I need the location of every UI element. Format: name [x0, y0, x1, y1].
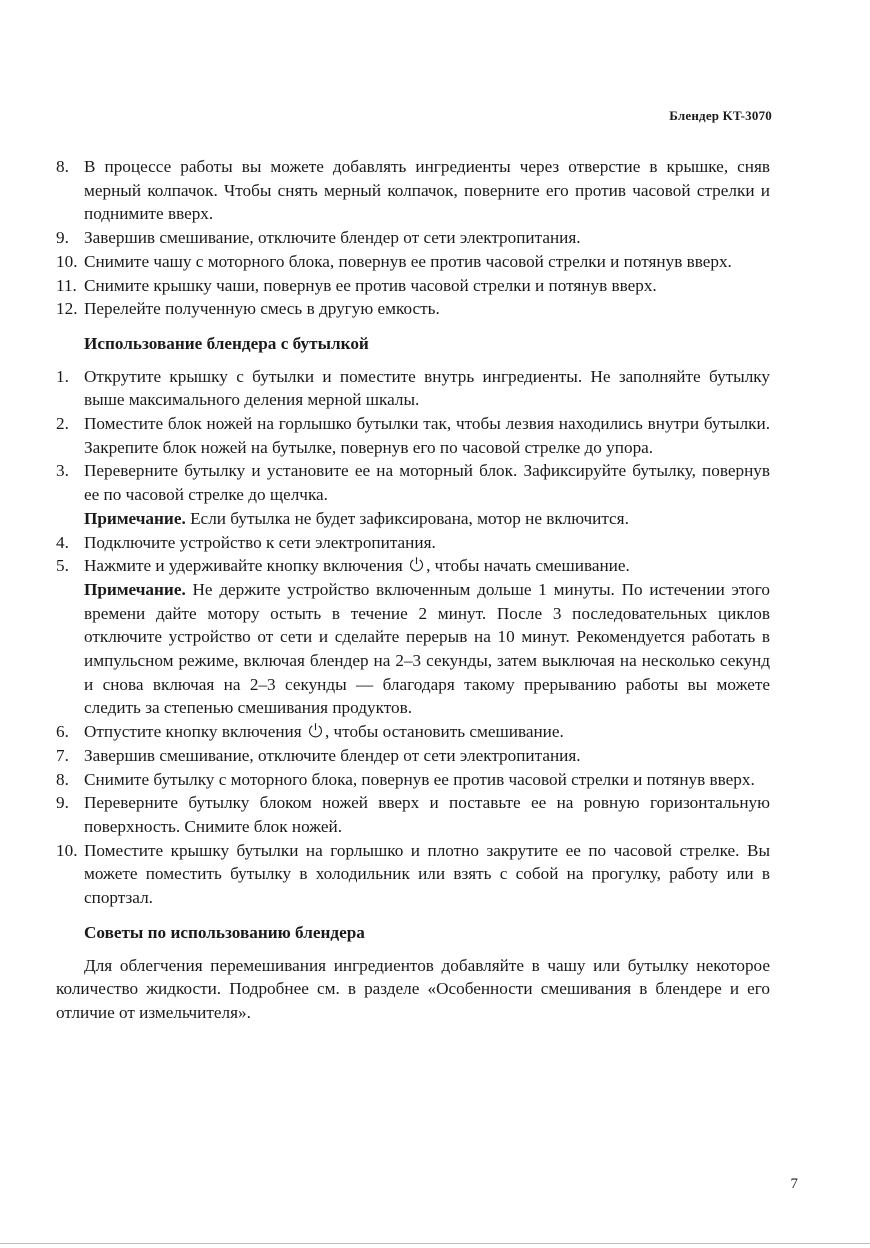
- list-item-text-tail: , чтобы остановить смешивание.: [324, 722, 564, 742]
- page-number: 7: [790, 1176, 798, 1192]
- section-heading-tips: Советы по использованию блендера: [84, 922, 365, 942]
- list-item: [56, 250, 770, 274]
- list-item-number: 2.: [56, 414, 69, 434]
- list-item-number: 11.: [56, 275, 77, 295]
- steps-list-bottle: [56, 365, 770, 910]
- power-icon: [408, 556, 425, 573]
- list-item-text: Поместите блок ножей на горлышко бутылки так, чтобы лезвия находились внутри бутылки. Закрепите блок ножей на бутылке, повернув его по часовой стрелке до упора.: [84, 414, 770, 457]
- page-content: [56, 155, 770, 1025]
- running-header: Блендер KT-3070: [669, 108, 772, 123]
- list-item: [56, 226, 770, 250]
- list-item-number: 4.: [56, 532, 69, 552]
- list-item-number: 7.: [56, 745, 69, 765]
- list-item: [56, 744, 770, 768]
- list-item-number: 8.: [56, 157, 69, 176]
- list-item: [56, 791, 770, 838]
- list-item-number: 6.: [56, 722, 69, 742]
- list-item-text: Снимите чашу с моторного блока, повернув ее против часовой стрелки и потянув вверх.: [84, 251, 732, 271]
- list-item-text: Подключите устройство к сети электропитания.: [84, 532, 436, 552]
- list-item: [56, 531, 770, 555]
- power-icon: [307, 722, 324, 739]
- note-label: Примечание.: [84, 579, 186, 599]
- tips-paragraph: Для облегчения перемешивания ингредиентов добавляйте в чашу или бутылку некоторое количество жидкости. Подробнее см. в разделе «Особенности смешивания в блендере и его отличие от измельчителя».: [56, 955, 770, 1022]
- list-item-number: 9.: [56, 793, 69, 813]
- page-bottom-rule: [0, 1243, 870, 1244]
- list-item-text: Снимите бутылку с моторного блока, повернув ее против часовой стрелки и потянув вверх.: [84, 769, 755, 789]
- list-item: [56, 274, 770, 298]
- list-item: [56, 155, 770, 226]
- list-item-text: Завершив смешивание, отключите блендер от сети электропитания.: [84, 228, 581, 248]
- list-item-number: 5.: [56, 556, 69, 576]
- list-item-text: Отпустите кнопку включения: [84, 722, 306, 742]
- list-item: [56, 297, 770, 321]
- list-item-number: 9.: [56, 228, 69, 248]
- list-item-text: Снимите крышку чаши, повернув ее против часовой стрелки и потянув вверх.: [84, 275, 657, 295]
- note-text: Если бутылка не будет зафиксирована, мотор не включится.: [185, 508, 629, 528]
- section-heading-bottle: Использование блендера с бутылкой: [84, 333, 369, 353]
- list-item-text: В процессе работы вы можете добавлять ингредиенты через отверстие в крышке, сняв мерный колпачок. Чтобы снять мерный колпачок, поверните его против часовой стрелки и поднимите вверх.: [84, 157, 770, 224]
- list-item-number: 12.: [56, 299, 78, 319]
- list-item: [56, 720, 770, 744]
- list-item-text-tail: , чтобы начать смешивание.: [426, 556, 630, 576]
- list-item-number: 3.: [56, 461, 69, 481]
- list-item-text: Переверните бутылку и установите ее на моторный блок. Зафиксируйте бутылку, повернув ее по часовой стрелке до щелчка.: [84, 461, 770, 505]
- list-item-text: Открутите крышку с бутылки и поместите внутрь ингредиенты. Не заполняйте бутылку выше максимального деления мерной шкалы.: [84, 366, 770, 410]
- steps-list-bowl: [56, 155, 770, 321]
- list-item-text: Завершив смешивание, отключите блендер от сети электропитания.: [84, 745, 581, 765]
- list-item-text: Поместите крышку бутылки на горлышко и плотно закрутите ее по часовой стрелке. Вы можете поместить бутылку в холодильник или взять с собой на прогулку, работу или в спортзал.: [84, 840, 770, 908]
- list-item: [56, 459, 770, 530]
- list-item-number: 10.: [56, 251, 78, 271]
- list-item: [56, 554, 770, 720]
- list-item-number: 1.: [56, 366, 69, 386]
- note-label: Примечание.: [84, 508, 186, 528]
- note-text: Не держите устройство включенным дольше 1 минуты. По истечении этого времени дайте мотору остыть в течение 2 минут. После 3 последовательных циклов отключите устройство от сети и сделайте перерыв на 10 минут. Рекомендуется работать в импульсном режиме, включая блендер на 2–3 секунды, затем выключая на несколько секунд и снова включая на 2–3 секунды — благодаря такому прерыванию работы вы можете следить за степенью смешивания продуктов.: [84, 579, 770, 718]
- list-item: [56, 365, 770, 412]
- list-item-text: Перелейте полученную смесь в другую емкость.: [84, 299, 440, 319]
- list-item-number: 8.: [56, 769, 69, 789]
- list-item: [56, 839, 770, 910]
- list-item-text: Нажмите и удерживайте кнопку включения: [84, 556, 408, 576]
- list-item-number: 10.: [56, 840, 78, 860]
- list-item: [56, 768, 770, 792]
- list-item-text: Переверните бутылку блоком ножей вверх и поставьте ее на ровную горизонтальную поверхность. Снимите блок ножей.: [84, 793, 770, 836]
- list-item: [56, 412, 770, 459]
